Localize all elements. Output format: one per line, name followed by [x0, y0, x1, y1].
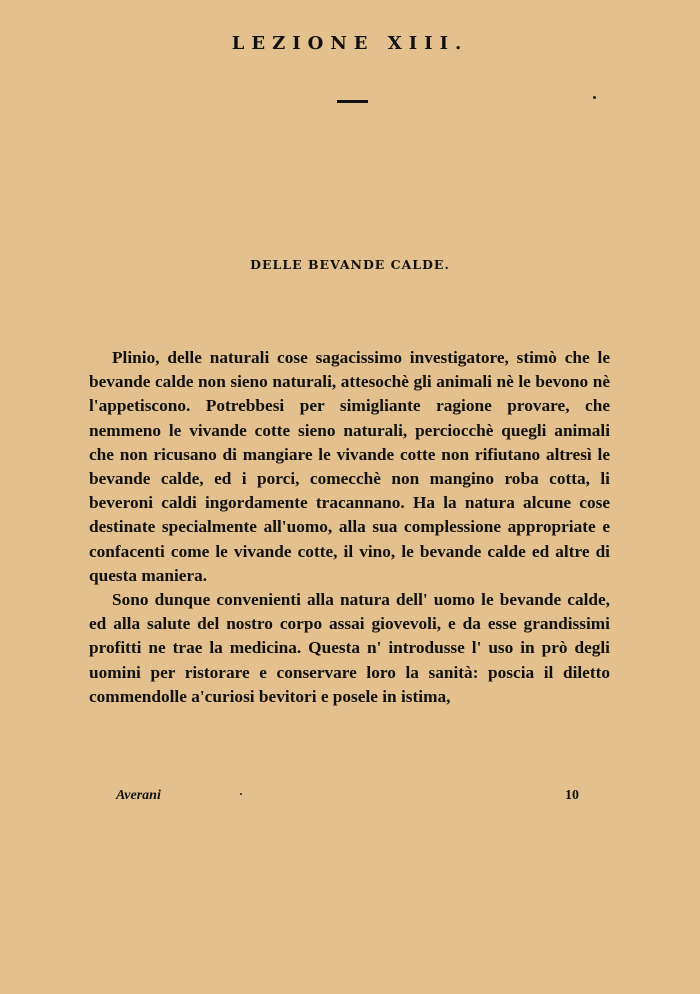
signature-mark: Averani: [116, 788, 161, 803]
paragraph-2: Sono dunque convenienti alla natura dell' uomo le bevande calde, ed alla salute del nostro corpo assai giovevoli, e da esse grandissimi profitti ne trae la medicina. Questa n' introdusse l' uso in prò degli uomini per ristorare e conservare loro la sanità: poscia il diletto commendolle a'curiosi bevitori e posele in istima,: [89, 590, 610, 706]
chapter-title: LEZIONE XIII.: [231, 33, 469, 54]
body-text: [89, 346, 610, 709]
ink-speck: [593, 96, 596, 99]
sheet-number: 10: [565, 788, 579, 803]
page-footer: [116, 788, 579, 808]
title-rule: [337, 100, 368, 103]
paragraph-1: Plinio, delle naturali cose sagacissimo investigatore, stimò che le bevande calde non sieno naturali, attesochè gli animali nè le bevono nè l'appetiscono. Potrebbesi per simigliante ragione provare, che nemmeno le vivande cotte sieno naturali, perciocchè quegli animali che non ricusano di mangiare le vivande cotte non rifiutano altresì le bevande calde, ed i porci, comecchè non mangino roba cotta, li beveroni caldi ingordamente tracannano. Ha la natura alcune cose destinate specialmente all'uomo, alla sua complessione appropriate e confacenti come le vivande cotte, il vino, le bevande calde ed altre di questa maniera.: [89, 348, 610, 585]
ink-speck: [240, 793, 242, 795]
section-title: DELLE BEVANDE CALDE.: [250, 257, 450, 272]
